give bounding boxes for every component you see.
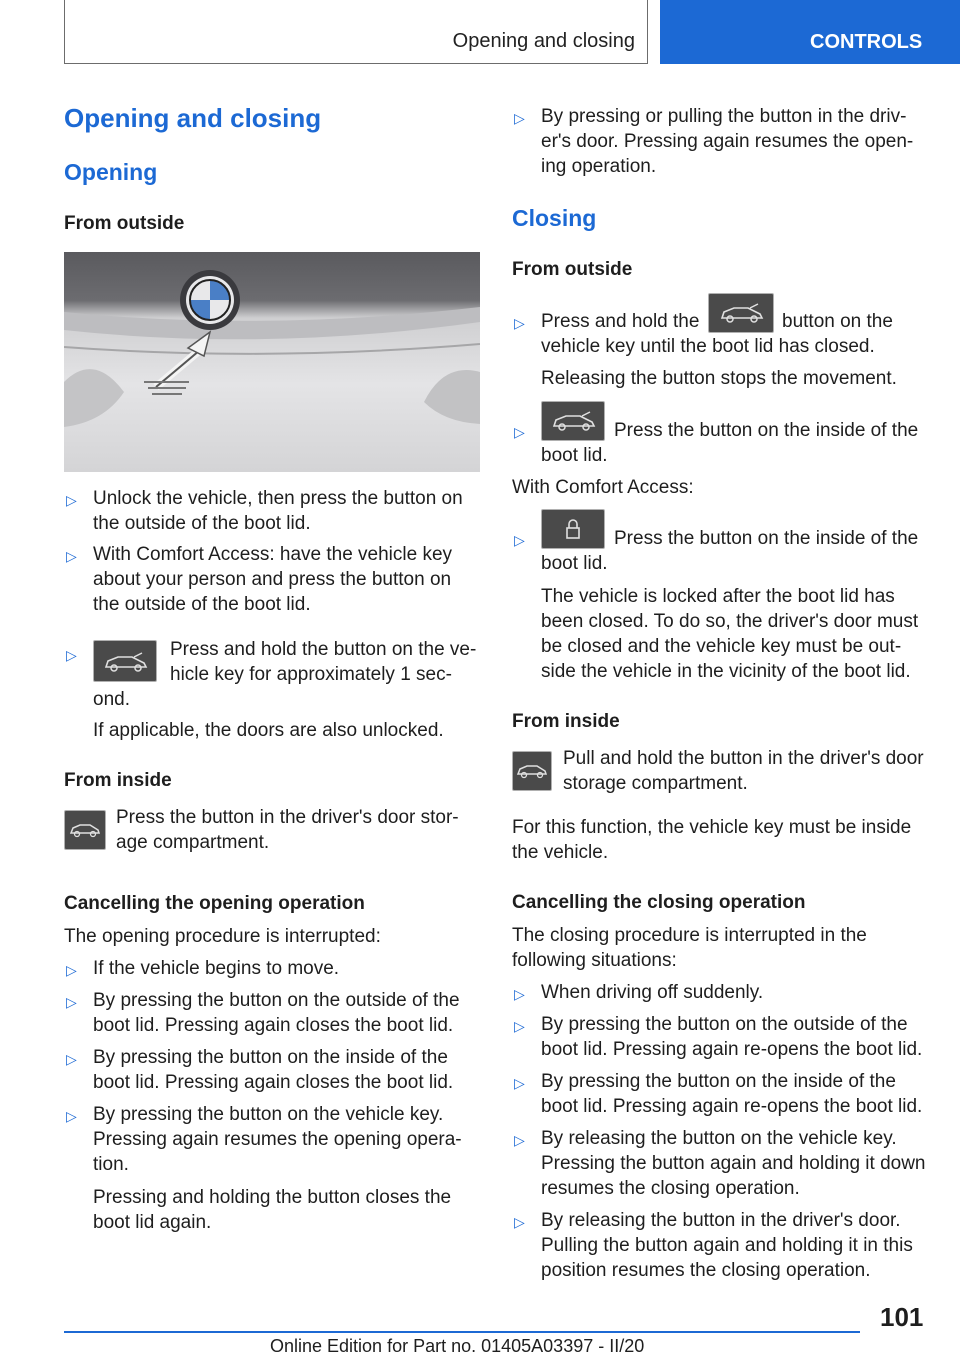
bullet-marker: ▷ [66, 1108, 77, 1124]
bullet-marker: ▷ [514, 1214, 525, 1230]
bullet-marker: ▷ [514, 110, 525, 126]
bullet-marker: ▷ [514, 532, 525, 548]
inside-open-text: Press the button in the driver's door storage compartment. [116, 807, 459, 853]
car-trunk-icon [64, 810, 106, 850]
list-note: Releasing the button stops the movement. [541, 368, 897, 389]
cancel-opening-intro: The opening procedure is interrupted: [64, 926, 381, 947]
list-note: Pressing and holding the button closes the boot lid again. [93, 1187, 452, 1233]
car-trunk-icon [512, 751, 552, 791]
inside-close-text: Pull and hold the button in the driver's door storage compartment. [563, 748, 924, 794]
list-item: By pressing the button on the inside of the boot lid. Pressing again re-opens the boot lid. [541, 1071, 923, 1117]
list-item: By pressing the button on the vehicle key. Pressing again resumes the opening operation. [93, 1104, 462, 1175]
list-item: When driving off suddenly. [541, 982, 764, 1003]
heading-from-inside-open: From inside [64, 770, 172, 791]
comfort-access-label: With Comfort Access: [512, 477, 694, 498]
list-item-line: vehicle key until the boot lid has closed. [541, 336, 875, 357]
lock-icon [541, 509, 605, 549]
heading-from-inside-close: From inside [512, 711, 620, 732]
footer-edition: Online Edition for Part no. 01405A03397 - II/20 [270, 1336, 645, 1356]
heading-cancel-opening: Cancelling the opening operation [64, 893, 365, 914]
list-item-line: button on the [782, 311, 893, 332]
heading-opening: Opening [64, 159, 158, 185]
bullet-marker: ▷ [66, 994, 77, 1010]
list-item: If the vehicle begins to move. [93, 958, 340, 979]
heading-from-outside-open: From outside [64, 213, 185, 234]
list-item: With Comfort Access: have the vehicle key about your person and press the button on the outside of the boot lid. [93, 544, 453, 615]
bullet-marker: ▷ [514, 315, 525, 331]
bullet-marker: ▷ [66, 962, 77, 978]
list-item: By pressing the button on the outside of the boot lid. Pressing again closes the boot lid. [93, 990, 460, 1036]
list-item: By pressing or pulling the button in the driver's door. Pressing again resumes the opening operation. [541, 106, 914, 177]
list-item: Unlock the vehicle, then press the button on the outside of the boot lid. [93, 488, 463, 534]
list-item: By releasing the button on the vehicle key. Pressing the button again and holding it down resumes the closing operation. [541, 1128, 926, 1199]
header-section-title: Opening and closing [452, 30, 635, 52]
bullet-marker: ▷ [514, 1132, 525, 1148]
list-item: By pressing the button on the outside of the boot lid. Pressing again re-opens the boot lid. [541, 1014, 923, 1060]
footer-divider [64, 1331, 860, 1333]
heading-from-outside-close: From outside [512, 259, 633, 280]
bullet-marker: ▷ [66, 548, 77, 564]
list-item-line: Press and hold the [541, 311, 700, 332]
list-note: If applicable, the doors are also unlocked. [93, 720, 444, 741]
function-note: For this function, the vehicle key must be inside the vehicle. [512, 817, 912, 863]
car-trunk-icon [541, 401, 605, 441]
list-note: The vehicle is locked after the boot lid has been closed. To do so, the driver's door must be closed and the vehicle key must be outside the vehicle in the vicinity of the boot lid. [541, 586, 919, 682]
list-item-line: Press the button on the inside of the [614, 528, 919, 549]
heading-closing: Closing [512, 205, 597, 231]
list-item-line: boot lid. [541, 553, 608, 574]
boot-lid-photo [64, 252, 480, 472]
heading-cancel-closing: Cancelling the closing operation [512, 892, 806, 913]
header-chapter-label: CONTROLS [810, 31, 923, 53]
bullet-marker: ▷ [514, 424, 525, 440]
page-title: Opening and closing [64, 103, 322, 133]
list-item-line: hicle key for approximately 1 sec- [170, 664, 452, 685]
car-trunk-icon [708, 293, 774, 333]
list-item: By releasing the button in the driver's door. Pulling the button again and holding it in this position resumes the closing operation. [541, 1210, 913, 1281]
bullet-marker: ▷ [514, 1018, 525, 1034]
page-number: 101 [880, 1302, 924, 1332]
list-item: By pressing the button on the inside of the boot lid. Pressing again closes the boot lid. [93, 1047, 454, 1093]
bullet-marker: ▷ [66, 492, 77, 508]
header-chapter-tab[interactable] [660, 0, 960, 64]
list-item-line: Press and hold the button on the ve- [170, 639, 477, 660]
list-item-line: ond. [93, 689, 130, 710]
header-section-box [64, 0, 648, 64]
cancel-closing-intro: The closing procedure is interrupted in the following situations: [512, 925, 867, 971]
list-item-line: Press the button on the inside of the [614, 420, 919, 441]
bullet-marker: ▷ [66, 1051, 77, 1067]
bullet-marker: ▷ [514, 1075, 525, 1091]
bullet-marker: ▷ [66, 647, 77, 663]
list-item-line: boot lid. [541, 445, 608, 466]
car-trunk-icon [93, 640, 157, 682]
bullet-marker: ▷ [514, 986, 525, 1002]
